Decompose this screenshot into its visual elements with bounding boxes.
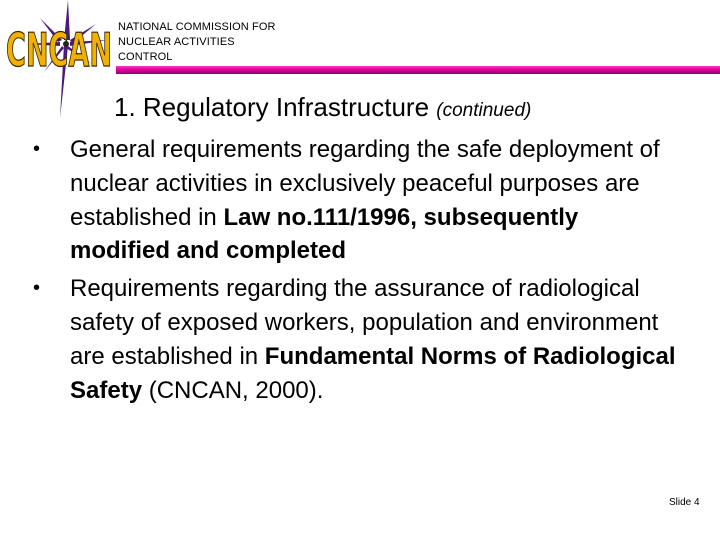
logo-text: CNCAN — [6, 23, 112, 77]
organization-name — [118, 20, 276, 65]
cncan-logo — [0, 0, 116, 118]
bullet-icon: • — [33, 138, 41, 160]
bullet-item-2 — [33, 272, 683, 407]
header-divider-bar — [116, 66, 720, 74]
slide-number: Slide 4 — [669, 497, 700, 508]
slide-title-suffix: (continued) — [436, 100, 532, 121]
bullet-list — [33, 133, 683, 411]
org-line-3: CONTROL — [118, 51, 173, 63]
bullet-icon: • — [33, 277, 41, 300]
bullet-1-text: General requirements regarding the safe deployment of nuclear activities in exclusively peaceful purposes are established in — [70, 136, 660, 231]
bullet-2-bold: Fundamental Norms of Radiological Safety — [70, 342, 676, 404]
bullet-item-1 — [33, 133, 683, 268]
bullet-1-bold: Law no.111/1996, subsequently modified and completed — [70, 203, 579, 265]
bullet-2-text: Requirements regarding the assurance of radiological safety of exposed workers, population and environment are established in — [70, 275, 659, 370]
slide-title-main: 1. Regulatory Infrastructure — [114, 92, 430, 122]
slide-title — [114, 90, 531, 128]
org-line-1: NATIONAL COMMISSION FOR — [118, 21, 276, 33]
org-line-2: NUCLEAR ACTIVITIES — [118, 36, 235, 48]
bullet-2-after: (CNCAN, 2000). — [142, 376, 324, 404]
